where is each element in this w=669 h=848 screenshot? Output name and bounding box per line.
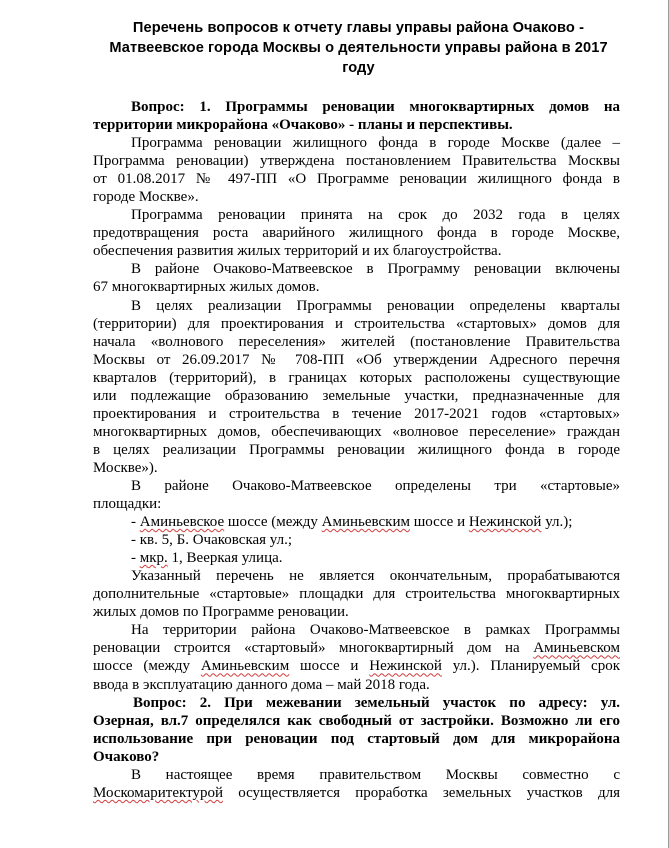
text-line: 67 многоквартирных жилых домов. bbox=[93, 279, 320, 296]
text-line: - кв. 5, Б. Очаковская ул.; bbox=[131, 532, 293, 549]
text-line: или подлежащие образованию земельные участки, предназначенные для bbox=[93, 387, 620, 404]
text-line: Программа реновации жилищного фонда в городе Москве (далее – bbox=[131, 135, 620, 152]
text-line: В районе Очаково-Матвеевское в Программу реновации включены bbox=[131, 261, 620, 278]
text-line: дополнительные «стартовые» площадки для строительства многоквартирных bbox=[93, 586, 620, 603]
text-line: Москомаритектурой осуществляется проработка земельных участков для bbox=[93, 784, 620, 801]
text-line: Указанный перечень не является окончательным, прорабатываются bbox=[131, 568, 620, 585]
document-title bbox=[93, 18, 620, 78]
text-line: реновации строится «стартовый» многоквартирный дом на Аминьевском bbox=[93, 640, 620, 657]
text-line: кварталов (территорий), в границах которых расположены существующие bbox=[93, 369, 620, 386]
text-line: В районе Очаково-Матвеевское определены три «стартовые» bbox=[131, 477, 620, 494]
text-line: многоквартирных домов, обеспечивающих «волновое переселение» граждан bbox=[93, 423, 620, 440]
text-line: В настоящее время правительством Москвы совместно с bbox=[131, 766, 620, 783]
text-line: жилых домов по Программе реновации. bbox=[93, 604, 349, 621]
text-line: проектирования и строительства в течение 2017-2021 годов «стартовых» bbox=[93, 405, 620, 422]
text-line: - мкр. 1, Вееркая улица. bbox=[131, 550, 283, 567]
text-line: Озерная, вл.7 определялся как свободный от застройки. Возможно ли его bbox=[93, 712, 620, 729]
text-line: Москвы от 26.09.2017 № 708-ПП «Об утверждении Адресного перечня bbox=[93, 351, 620, 368]
text-line: начала «волнового переселения» жителей (постановление Правительства bbox=[93, 333, 620, 350]
text-line: Вопрос: 2. При межевании земельный участок по адресу: ул. bbox=[133, 694, 620, 711]
text-line: в целях реализации Программы реновации жилищного фонда в городе bbox=[93, 441, 620, 458]
text-line: шоссе (между Аминьевским шоссе и Нежинской ул.). Планируемый срок bbox=[93, 658, 620, 675]
text-line: ввода в эксплуатацию данного дома – май 2018 года. bbox=[93, 676, 430, 693]
text-line: использование при реновации под стартовый дом для микрорайона bbox=[93, 730, 620, 747]
text-line: территории микрорайона «Очаково» - планы и перспективы. bbox=[93, 117, 513, 134]
text-line: Очаково? bbox=[93, 748, 160, 765]
title-line: Перечень вопросов к отчету главы управы района Очаково - bbox=[132, 20, 585, 36]
document-body bbox=[93, 98, 620, 802]
text-line: Программа реновации) утверждена постановлением Правительства Москвы bbox=[93, 153, 620, 170]
text-line: городе Москве». bbox=[93, 189, 199, 206]
text-line: обеспечения развития жилых территорий и их благоустройства. bbox=[93, 243, 502, 260]
text-line: (территории) для проектирования и строительства «стартовых» домов для bbox=[93, 315, 620, 332]
text-line: предотвращения роста аварийного жилищного фонда в городе Москве, bbox=[93, 225, 620, 242]
document-page bbox=[93, 18, 620, 802]
text-line: от 01.08.2017 № 497-ПП «О Программе реновации жилищного фонда в bbox=[93, 171, 620, 188]
text-line: - Аминьевское шоссе (между Аминьевским шоссе и Нежинской ул.); bbox=[131, 514, 573, 531]
text-line: Программа реновации принята на срок до 2032 года в целях bbox=[131, 207, 620, 224]
text-line: В целях реализации Программы реновации определены кварталы bbox=[131, 297, 620, 314]
title-line: году bbox=[342, 60, 375, 76]
text-line: Вопрос: 1. Программы реновации многоквартирных домов на bbox=[131, 99, 620, 115]
text-line: На территории района Очаково-Матвеевское в рамках Программы bbox=[131, 622, 620, 639]
title-line: Матвеевское города Москвы о деятельности управы района в 2017 bbox=[109, 40, 608, 56]
text-line: площадки: bbox=[93, 496, 162, 513]
text-line: Москве»). bbox=[93, 459, 158, 476]
